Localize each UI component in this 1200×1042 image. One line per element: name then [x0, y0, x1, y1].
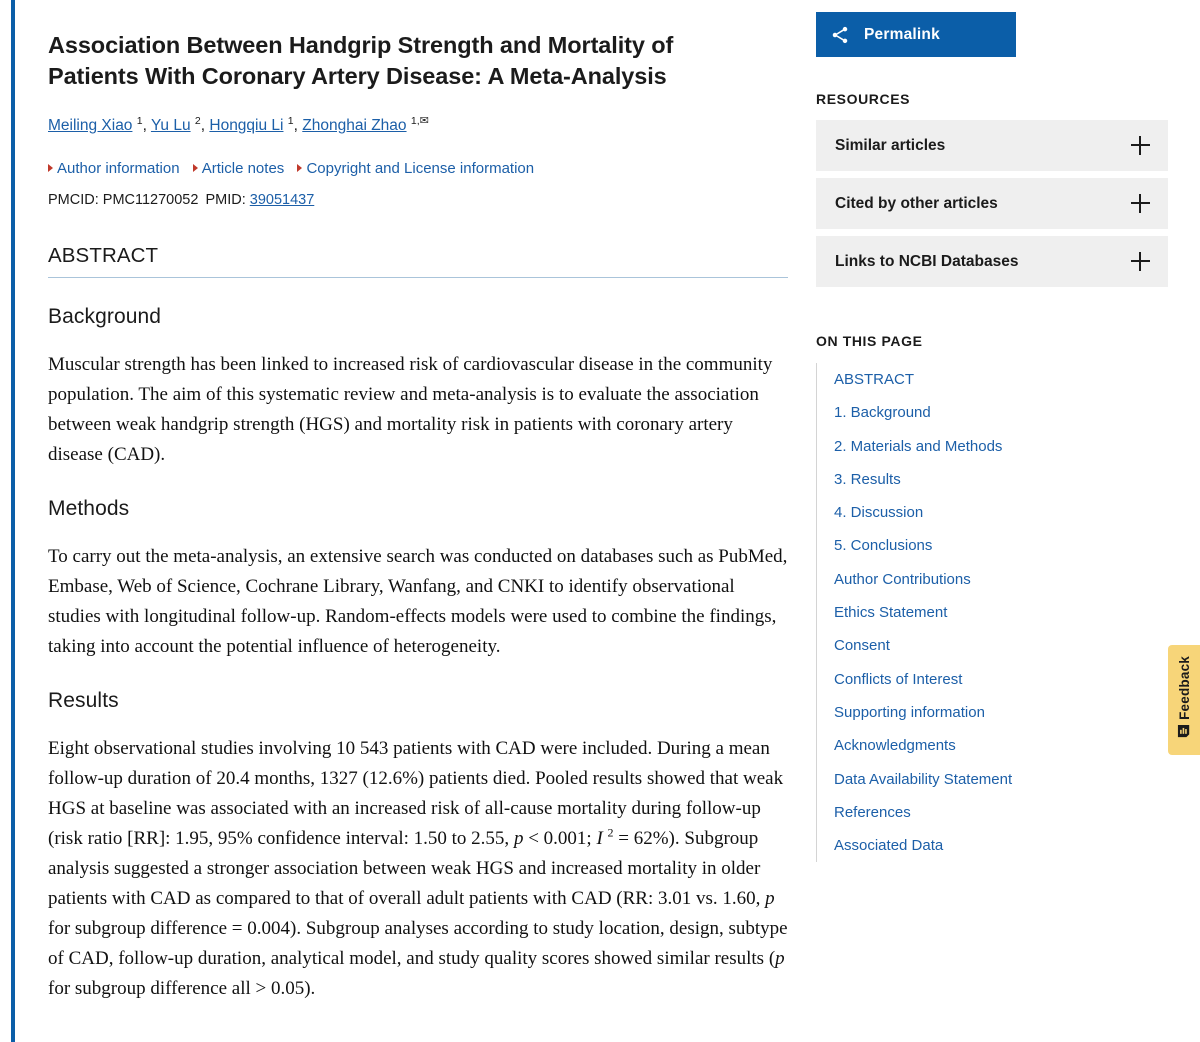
nav-item-conflicts-of-interest[interactable]: Conflicts of Interest: [834, 670, 963, 688]
author-list: [48, 115, 788, 137]
nav-item-references[interactable]: References: [834, 803, 911, 821]
nav-item-conclusions[interactable]: 5. Conclusions: [834, 537, 933, 555]
nav-item-data-availability-statement[interactable]: Data Availability Statement: [834, 770, 1013, 788]
list-item: [817, 430, 1168, 463]
accordion-similar-articles[interactable]: [816, 120, 1168, 171]
share-icon: [816, 25, 864, 45]
pmid-link[interactable]: 39051437: [249, 191, 315, 208]
list-item: [817, 796, 1168, 829]
list-item: [817, 763, 1168, 796]
list-item: [817, 629, 1168, 662]
author-link[interactable]: Hongqiu Li: [209, 116, 284, 134]
nav-item-supporting-information[interactable]: Supporting information: [834, 703, 985, 721]
author-separator: ,: [200, 116, 210, 134]
triangle-right-icon: [193, 164, 198, 172]
paragraph-methods: To carry out the meta-analysis, an extensive search was conducted on databases such as PubMed, Embase, Web of Science, Cochrane Library, Wanfang, and CNKI to identify observational studies with longitudinal follow-up. Random-effects models were used to combine the findings, taking into account the potential influence of heterogeneity.: [48, 546, 788, 658]
nav-item-author-contributions[interactable]: Author Contributions: [834, 570, 971, 588]
nav-item-associated-data[interactable]: Associated Data: [834, 837, 944, 855]
on-this-page-kicker: ON THIS PAGE: [816, 333, 923, 349]
accordion-label: Cited by other articles: [835, 194, 998, 212]
list-item: [817, 596, 1168, 629]
nav-item-abstract[interactable]: ABSTRACT: [834, 371, 915, 388]
disclosure-links: [48, 158, 788, 179]
feedback-tab[interactable]: [1168, 645, 1200, 755]
on-this-page-nav: [816, 363, 1168, 862]
accordion-links-to-ncbi-databases[interactable]: [816, 236, 1168, 287]
subheading-methods: Methods: [48, 497, 130, 521]
author-separator: ,: [142, 116, 151, 134]
page-title: Association Between Handgrip Strength and Mortality of Patients With Coronary Artery Disease: A Meta-Analysis: [48, 32, 674, 90]
author-link[interactable]: Zhonghai Zhao: [302, 116, 407, 134]
paragraph-background: Muscular strength has been linked to increased risk of cardiovascular disease in the community population. The aim of this systematic review and meta-analysis is to evaluate the association between weak handgrip strength (HGS) and mortality risk in patients with coronary artery disease (CAD).: [48, 353, 773, 466]
author-affiliation: 1: [287, 114, 294, 127]
list-item: [817, 496, 1168, 529]
accordion-label: Links to NCBI Databases: [835, 252, 1019, 270]
nav-item-consent[interactable]: Consent: [834, 637, 890, 655]
nav-item-background[interactable]: 1. Background: [834, 404, 931, 422]
nav-item-ethics-statement[interactable]: Ethics Statement: [834, 604, 948, 622]
accordion-cited-by-other-articles[interactable]: [816, 178, 1168, 229]
plus-icon[interactable]: [1131, 194, 1150, 213]
disclosure-article-notes[interactable]: Article notes: [193, 158, 285, 179]
accordion-label: Similar articles: [835, 136, 946, 154]
identifier-line: [48, 192, 788, 208]
list-item: [817, 663, 1168, 696]
pmcid-value: PMC11270052: [102, 191, 199, 208]
pmcid-label: PMCID:: [48, 191, 99, 208]
author-link[interactable]: Yu Lu: [150, 116, 191, 134]
pmid-label: PMID:: [205, 191, 246, 208]
plus-icon[interactable]: [1131, 252, 1150, 271]
paragraph-results: Eight observational studies involving 10 543 patients with CAD were included. During a mean follow-up duration of 20.4 months, 1327 (12.6%) patients died. Pooled results showed that weak HGS at baseline was associated with an increased risk of all-cause mortality during follow-up (risk ratio [RR]: 1.95, 95% confidence interval: 1.50 to 2.55, p < 0.001; I $^2$ = 62%). Subgroup analysis suggested a stronger association between weak HGS and increased mortality in older patients with CAD as compared to that of overall adult patients with CAD (RR: 3.01 vs. 1.60, p for subgroup difference = 0.004). Subgroup analyses according to study location, design, subtype of CAD, follow-up duration, analytical model, and study quality scores showed similar results (p for subgroup difference all > 0.05).: [48, 738, 788, 1000]
feedback-label: Feedback: [1176, 655, 1192, 720]
abstract-heading: ABSTRACT: [48, 244, 788, 278]
author-entry: [209, 114, 294, 134]
list-item: [817, 696, 1168, 729]
author-separator: ,: [293, 116, 303, 134]
envelope-icon: ✉: [419, 114, 429, 127]
author-affiliation: 1: [136, 114, 143, 127]
subheading-results: Results: [48, 689, 119, 713]
subheading-background: Background: [48, 304, 162, 328]
author-affiliation: 2: [194, 114, 201, 127]
list-item: [817, 729, 1168, 762]
list-item: [817, 463, 1168, 496]
permalink-label: Permalink: [864, 25, 940, 43]
triangle-right-icon: [48, 164, 53, 172]
nav-item-materials-and-methods[interactable]: 2. Materials and Methods: [834, 437, 1003, 455]
article-column: [48, 0, 788, 1023]
resources-kicker: RESOURCES: [816, 91, 911, 107]
author-entry: [302, 114, 429, 134]
nav-item-discussion[interactable]: 4. Discussion: [834, 504, 924, 522]
chart-survey-icon: [1177, 724, 1192, 744]
list-item: [817, 529, 1168, 562]
author-affiliation: 1,✉: [410, 114, 429, 127]
list-item: [817, 396, 1168, 429]
list-item: [817, 363, 1168, 396]
sidebar: [816, 0, 1168, 878]
disclosure-author-information[interactable]: Author information: [48, 158, 180, 179]
list-item: [817, 829, 1168, 862]
nav-item-acknowledgments[interactable]: Acknowledgments: [834, 737, 956, 755]
author-entry: [150, 114, 201, 134]
plus-icon[interactable]: [1131, 136, 1150, 155]
author-entry: [48, 114, 143, 134]
disclosure-copyright-license[interactable]: Copyright and License information: [297, 158, 534, 179]
permalink-button[interactable]: [816, 12, 1016, 57]
author-link[interactable]: Meiling Xiao: [48, 116, 133, 134]
triangle-right-icon: [297, 164, 302, 172]
nav-item-results[interactable]: 3. Results: [834, 470, 901, 488]
list-item: [817, 563, 1168, 596]
resources-accordion: [816, 120, 1168, 287]
